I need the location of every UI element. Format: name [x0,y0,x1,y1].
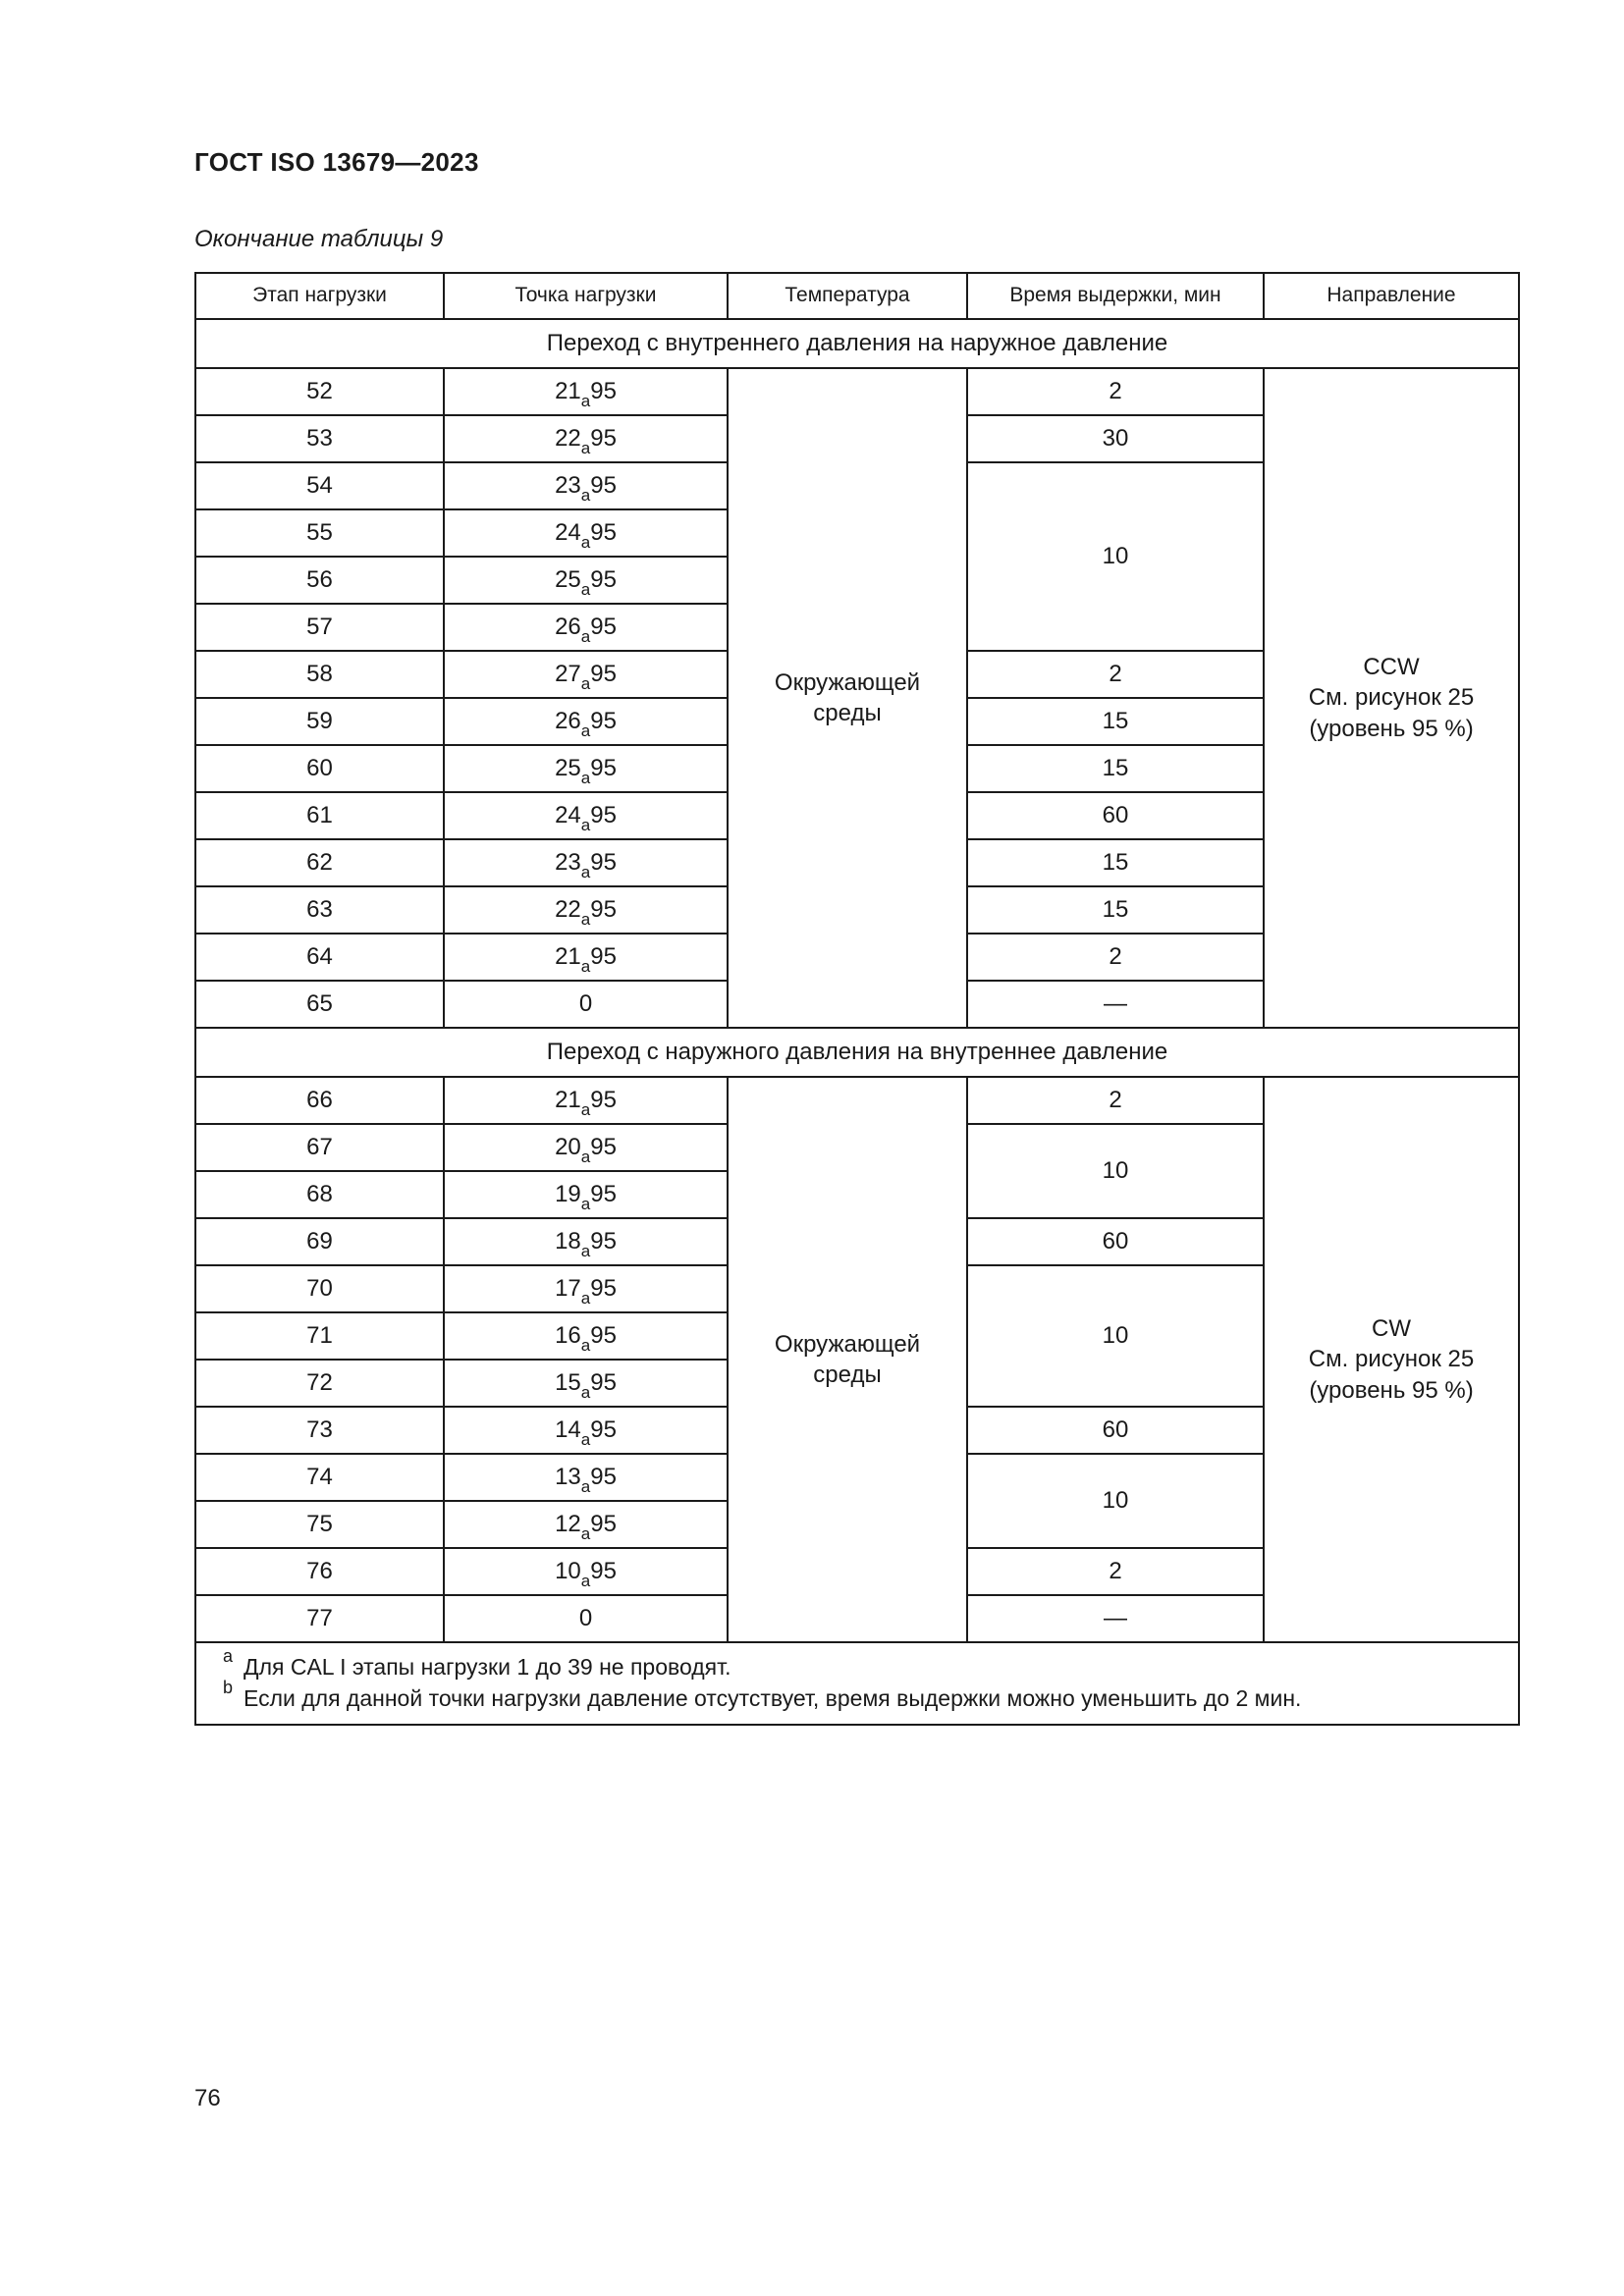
stage-cell: 70 [195,1265,444,1312]
hold-time-cell: 2 [967,934,1264,981]
hold-time-cell: 15 [967,886,1264,934]
stage-cell: 68 [195,1171,444,1218]
col-header-direction: Направление [1264,273,1519,319]
hold-time-cell: 15 [967,698,1264,745]
stage-cell: 67 [195,1124,444,1171]
col-header-load-point: Точка нагрузки [444,273,728,319]
section-title: Переход с наружного давления на внутреннее давление [195,1028,1519,1077]
load-point-cell: $26_a95$ [444,604,728,651]
direction-code: CW [1372,1315,1411,1343]
temperature-cell: Окружающей среды [728,368,967,1028]
table-caption: Окончание таблицы 9 [194,226,444,252]
hold-time-cell: 2 [967,651,1264,698]
hold-time-cell: 2 [967,1548,1264,1595]
load-point-cell: $22_a95$ [444,415,728,462]
load-point-cell: $12_a95$ [444,1501,728,1548]
footnote-text: Если для данной точки нагрузки давление отсутствует, время выдержки можно уменьшить до 2 мин. [244,1685,1302,1712]
stage-cell: 59 [195,698,444,745]
load-point-cell: 0 [444,981,728,1028]
load-steps-table [194,272,1520,1726]
load-point-cell: $24_a95$ [444,792,728,839]
table-row [195,1077,1519,1124]
hold-time-cell: 2 [967,1077,1264,1124]
table-row [195,368,1519,415]
stage-cell: 65 [195,981,444,1028]
load-point-cell: $18_a95$ [444,1218,728,1265]
load-point-cell: $23_a95$ [444,839,728,886]
hold-time-cell: 60 [967,1407,1264,1454]
footnote [223,1678,1518,1714]
load-point-cell: $22_a95$ [444,886,728,934]
direction-cell [1264,368,1519,1028]
load-point-cell: $25_a95$ [444,745,728,792]
stage-cell: 56 [195,557,444,604]
stage-cell: 60 [195,745,444,792]
footnote-text: Для CAL I этапы нагрузки 1 до 39 не проводят. [244,1654,731,1680]
col-header-temperature: Температура [728,273,967,319]
direction-code: CCW [1363,654,1420,681]
hold-time-cell: 60 [967,1218,1264,1265]
section-row [195,1028,1519,1077]
hold-time-cell: 15 [967,839,1264,886]
footnote [223,1646,1518,1682]
stage-cell: 62 [195,839,444,886]
load-point-cell: 0 [444,1595,728,1642]
hold-time-cell: 10 [967,462,1264,651]
stage-cell: 52 [195,368,444,415]
hold-time-cell: 30 [967,415,1264,462]
load-point-cell: $20_a95$ [444,1124,728,1171]
footnote-mark: a [223,1646,234,1666]
stage-cell: 74 [195,1454,444,1501]
load-point-cell: $24_a95$ [444,509,728,557]
load-point-cell: $27_a95$ [444,651,728,698]
hold-time-cell: 10 [967,1124,1264,1218]
stage-cell: 54 [195,462,444,509]
stage-cell: 63 [195,886,444,934]
col-header-hold-time: Время выдержки, мин [967,273,1264,319]
hold-time-cell: 60 [967,792,1264,839]
direction-level: (уровень 95 %) [1309,1376,1474,1404]
stage-cell: 75 [195,1501,444,1548]
stage-cell: 58 [195,651,444,698]
direction-cell [1264,1077,1519,1642]
load-point-cell: $25_a95$ [444,557,728,604]
stage-cell: 69 [195,1218,444,1265]
load-point-cell: $21_a95$ [444,368,728,415]
load-point-cell: $23_a95$ [444,462,728,509]
load-point-cell: $17_a95$ [444,1265,728,1312]
temperature-cell: Окружающей среды [728,1077,967,1642]
stage-cell: 76 [195,1548,444,1595]
stage-cell: 57 [195,604,444,651]
stage-cell: 71 [195,1312,444,1360]
hold-time-cell: 10 [967,1454,1264,1548]
load-point-cell: $15_a95$ [444,1360,728,1407]
load-point-cell: $14_a95$ [444,1407,728,1454]
stage-cell: 64 [195,934,444,981]
load-point-cell: $21_a95$ [444,1077,728,1124]
page-number: 76 [194,2085,221,2111]
load-point-cell: $26_a95$ [444,698,728,745]
document-header: ГОСТ ISO 13679—2023 [194,147,479,177]
footnote-mark: b [223,1678,234,1698]
load-point-cell: $21_a95$ [444,934,728,981]
load-point-cell: $10_a95$ [444,1548,728,1595]
hold-time-cell: 15 [967,745,1264,792]
stage-cell: 72 [195,1360,444,1407]
stage-cell: 66 [195,1077,444,1124]
table-header-row [195,273,1519,319]
section-title: Переход с внутреннего давления на наружное давление [195,319,1519,368]
hold-time-cell: 2 [967,368,1264,415]
col-header-stage: Этап нагрузки [195,273,444,319]
load-point-cell: $13_a95$ [444,1454,728,1501]
hold-time-cell: 10 [967,1265,1264,1407]
footnotes-cell [195,1642,1519,1725]
load-point-cell: $16_a95$ [444,1312,728,1360]
section-row [195,319,1519,368]
stage-cell: 77 [195,1595,444,1642]
hold-time-cell: — [967,981,1264,1028]
footnotes-row [195,1642,1519,1725]
load-point-cell: $19_a95$ [444,1171,728,1218]
stage-cell: 53 [195,415,444,462]
direction-ref: См. рисунок 25 [1308,684,1475,712]
hold-time-cell: — [967,1595,1264,1642]
table-body [195,319,1519,1725]
direction-ref: См. рисунок 25 [1308,1346,1475,1373]
direction-level: (уровень 95 %) [1309,715,1474,742]
stage-cell: 73 [195,1407,444,1454]
stage-cell: 55 [195,509,444,557]
stage-cell: 61 [195,792,444,839]
